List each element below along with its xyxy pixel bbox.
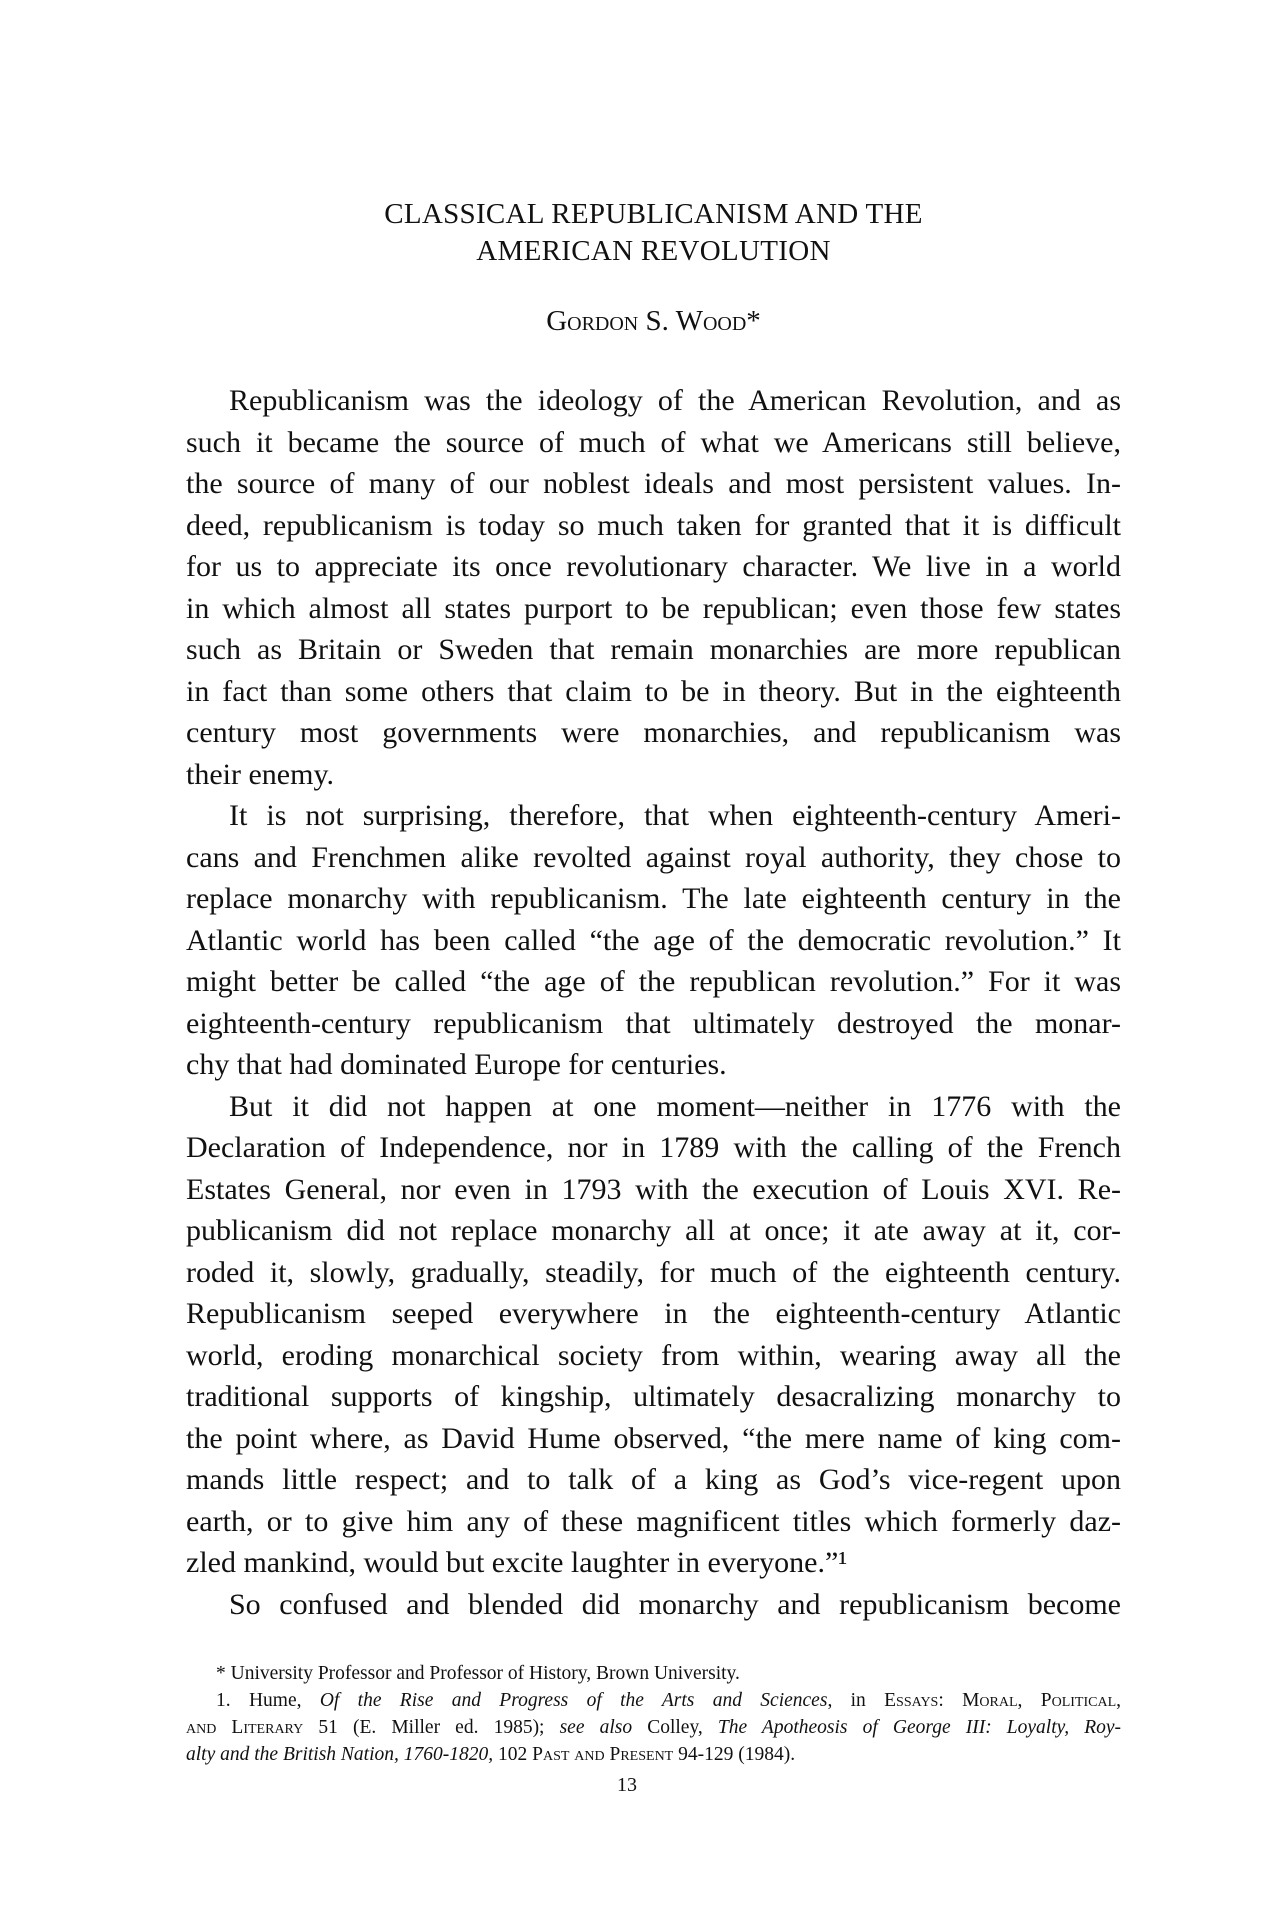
page-number: 13 (617, 1774, 637, 1796)
author-name: Gordon S. Wood* (546, 305, 761, 337)
footnote-text: see also (559, 1717, 633, 1738)
article-title-line-1: CLASSICAL REPUBLICANISM AND THE (384, 198, 923, 230)
body-text-line: publicanism did not replace monarchy all at once; it ate away at it, cor- (186, 1214, 1121, 1247)
body-text-line: deed, republicanism is today so much taken for granted that it is difficult (186, 508, 1121, 542)
footnote-text: and Literary (186, 1717, 304, 1738)
footnote-text: Of the Rise and Progress of the Arts and Sciences (319, 1690, 828, 1711)
footnote-text: alty and the British Nation, 1760-1820, (186, 1744, 494, 1765)
article-body (186, 380, 1121, 1625)
body-text-line: zled mankind, would but excite laughter in everyone.”¹ (186, 1546, 848, 1579)
body-text-line: replace monarchy with republicanism. The late eighteenth century in the (186, 882, 1121, 915)
body-text-line: the point where, as David Hume observed, “the mere name of king com- (186, 1421, 1121, 1455)
footnote-line (186, 1741, 1121, 1768)
footnote-text: 51 (E. Miller ed. 1985); (303, 1717, 560, 1738)
body-text-line: eighteenth-century republicanism that ultimately destroyed the monar- (186, 1006, 1121, 1040)
body-text-line: Estates General, nor even in 1793 with the execution of Louis XVI. Re- (186, 1172, 1121, 1206)
body-text-line: in fact than some others that claim to be in theory. But in the eighteenth (186, 674, 1121, 708)
body-text-line: Republicanism seeped everywhere in the eighteenth-century Atlantic (186, 1297, 1121, 1330)
body-text-line: in which almost all states purport to be republican; even those few states (186, 591, 1121, 625)
body-text-line: It is not surprising, therefore, that when eighteenth-century Ameri- (229, 799, 1121, 832)
body-text-line: century most governments were monarchies, and republicanism was (186, 716, 1121, 749)
body-text-line: Atlantic world has been called “the age of the democratic revolution.” It (186, 923, 1121, 957)
footnote-text: 1. Hume, (216, 1690, 320, 1711)
body-text-line: Declaration of Independence, nor in 1789 with the calling of the French (186, 1131, 1121, 1164)
footnote-text: Essays: Moral, Political, (884, 1690, 1122, 1711)
footnote-line (186, 1714, 1121, 1741)
footnote-text: * University Professor and Professor of History, Brown University. (216, 1663, 740, 1684)
body-text-line: Republicanism was the ideology of the American Revolution, and as (229, 384, 1121, 417)
footnote-line (186, 1687, 1121, 1714)
footnote-text: Past and Present (532, 1744, 674, 1765)
body-text-line: their enemy. (186, 757, 334, 791)
footnote-text: 102 (493, 1744, 533, 1765)
footnote-text: Colley, (632, 1717, 718, 1738)
body-text-line: world, eroding monarchical society from within, wearing away all the (186, 1338, 1121, 1372)
body-text-line: But it did not happen at one moment—neither in 1776 with the (229, 1089, 1121, 1123)
article-title-line-2: AMERICAN REVOLUTION (476, 235, 831, 267)
footnote-line (186, 1660, 1121, 1687)
footnotes (186, 1660, 1121, 1768)
body-text-line: such as Britain or Sweden that remain monarchies are more republican (186, 633, 1121, 666)
body-text-line: for us to appreciate its once revolutionary character. We live in a world (186, 550, 1121, 583)
footnote-text: The Apotheosis of George III: Loyalty, Roy- (717, 1717, 1121, 1738)
body-text-line: the source of many of our noblest ideals and most persistent values. In- (186, 467, 1121, 500)
body-text-line: earth, or to give him any of these magnificent titles which formerly daz- (186, 1504, 1121, 1538)
body-text-line: roded it, slowly, gradually, steadily, for much of the eighteenth century. (186, 1255, 1121, 1289)
body-text-line: So confused and blended did monarchy and republicanism become (229, 1587, 1121, 1621)
body-text-line: might better be called “the age of the republican revolution.” For it was (186, 965, 1121, 998)
footnote-text: 94-129 (1984). (673, 1744, 796, 1765)
footnote-text: , in (827, 1690, 885, 1711)
body-text-line: cans and Frenchmen alike revolted against royal authority, they chose to (186, 840, 1121, 874)
body-text-line: such it became the source of much of what we Americans still believe, (186, 425, 1121, 459)
body-text-line: mands little respect; and to talk of a king as God’s vice-regent upon (186, 1463, 1121, 1496)
body-text-line: traditional supports of kingship, ultimately desacralizing monarchy to (186, 1380, 1121, 1413)
body-text-line: chy that had dominated Europe for centuries. (186, 1048, 727, 1081)
